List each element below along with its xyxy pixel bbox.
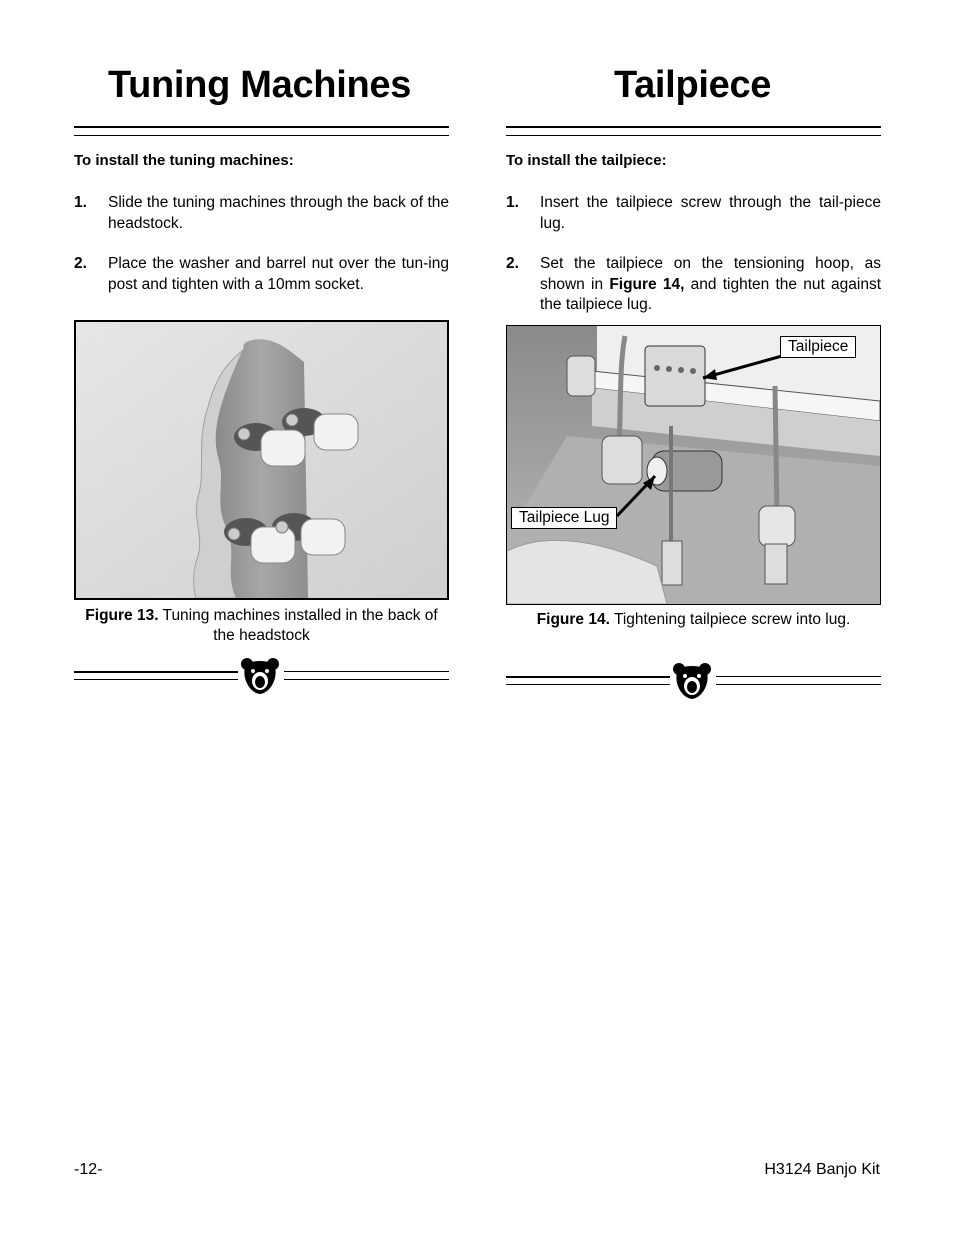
step-number: 2. <box>506 255 519 272</box>
product-name: H3124 Banjo Kit <box>764 1161 880 1178</box>
figure-caption-text: Tightening tailpiece screw into lug. <box>613 611 851 628</box>
callout-tailpiece-lug: Tailpiece Lug <box>511 507 617 529</box>
figure-13-photo <box>74 320 449 600</box>
title-rule <box>506 126 881 136</box>
figure-14-photo <box>506 325 881 605</box>
step-text: Place the washer and barrel nut over the tun-ing post and tighten with a 10mm socket. <box>108 255 449 293</box>
instructions-subhead: To install the tailpiece: <box>506 152 667 169</box>
step-number: 2. <box>74 255 87 272</box>
bear-head-logo-icon <box>672 660 712 700</box>
step-text: Set the tailpiece on the tensioning hoop, as shown in Figure 14, and tighten the nut against the tailpiece lug. <box>540 255 882 313</box>
section-title-tailpiece: Tailpiece <box>614 64 772 106</box>
step-text: Slide the tuning machines through the back of the headstock. <box>108 194 449 232</box>
callout-tailpiece: Tailpiece <box>780 336 856 358</box>
figure-13-caption <box>74 606 449 646</box>
figure-caption-text: Tuning machines installed in the back of the headstock <box>162 607 438 644</box>
figure-14-caption <box>506 610 881 630</box>
title-rule <box>74 126 449 136</box>
page-number: -12- <box>74 1161 103 1178</box>
step-2 <box>74 254 449 295</box>
section-end-rule <box>74 660 449 700</box>
headstock-photo <box>76 322 447 598</box>
step-2 <box>506 254 881 316</box>
step-text: Insert the tailpiece screw through the tail-piece lug. <box>540 194 881 232</box>
figure-label: Figure 13. <box>85 607 159 624</box>
step-number: 1. <box>506 194 519 211</box>
figure-reference: Figure 14, <box>609 275 685 293</box>
bear-head-logo-icon <box>240 655 280 695</box>
section-end-rule <box>506 665 881 705</box>
step-1 <box>506 193 881 234</box>
tailpiece-photo <box>507 326 880 604</box>
step-1 <box>74 193 449 234</box>
step-number: 1. <box>74 194 87 211</box>
section-title-tuning-machines: Tuning Machines <box>108 64 412 106</box>
instructions-subhead: To install the tuning machines: <box>74 152 294 169</box>
figure-label: Figure 14. <box>536 611 610 628</box>
